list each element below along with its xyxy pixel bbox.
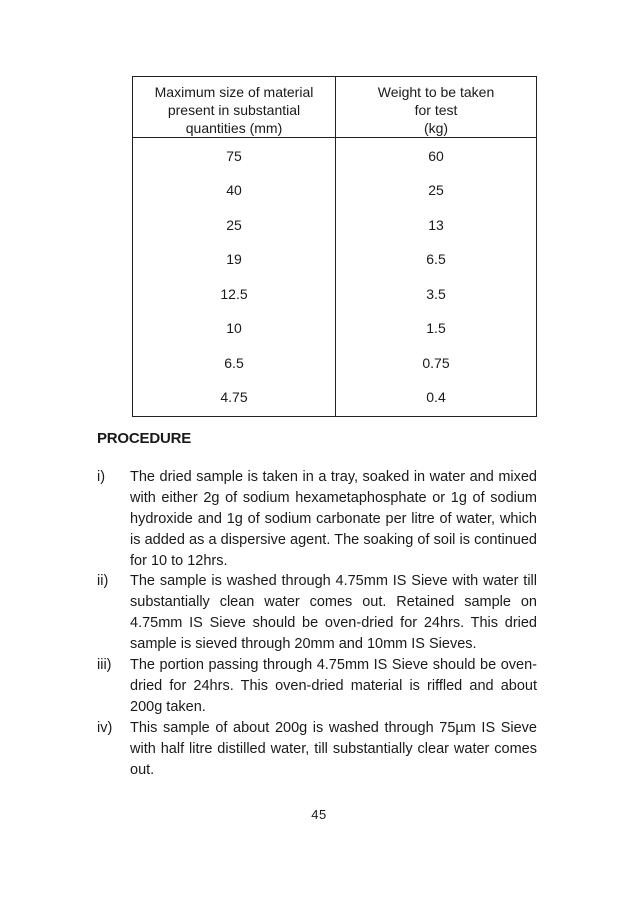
procedure-step [97,655,537,718]
procedure-step [97,718,537,781]
step-text: The portion passing through 4.75mm IS Sieve should be oven-dried for 24hrs. This oven-dried material is riffled and about 200g taken. [130,657,537,715]
cell-weight: 3.5 [336,276,537,311]
page-number: 45 [311,807,327,822]
cell-size: 12.5 [133,276,336,311]
cell-weight: 13 [336,207,537,242]
cell-size: 19 [133,241,336,276]
header-max-size: Maximum size of material present in substantial quantities (mm) [133,77,336,138]
table-row [133,172,537,207]
step-text: The sample is washed through 4.75mm IS Sieve with water till substantially clean water comes out. Retained sample on 4.75mm IS Sieve should be oven-dried for 24hrs. This dried sample is sieved through 20mm and 10mm IS Sieves. [130,573,537,652]
step-text: The dried sample is taken in a tray, soaked in water and mixed with either 2g of sodium hexametaphosphate or 1g of sodium hydroxide and 1g of sodium carbonate per litre of water, which is added as a dispersive agent. The soaking of soil is continued for 10 to 12hrs. [130,469,537,569]
table-row [133,207,537,242]
sample-weight-table [132,76,537,417]
step-number: iv) [97,720,113,736]
cell-size: 6.5 [133,345,336,380]
table-row [133,241,537,276]
cell-weight: 6.5 [336,241,537,276]
step-number: iii) [97,657,112,673]
cell-size: 75 [133,138,336,173]
table-row [133,310,537,345]
step-text: This sample of about 200g is washed through 75µm IS Sieve with half litre distilled water, till substantially clear water comes out. [130,720,537,778]
table-header-row [133,77,537,138]
procedure-step [97,467,537,572]
table-row [133,345,537,380]
procedure-step [97,571,537,655]
cell-size: 40 [133,172,336,207]
cell-size: 10 [133,310,336,345]
procedure-heading: PROCEDURE [97,430,192,447]
cell-weight: 1.5 [336,310,537,345]
cell-weight: 60 [336,138,537,173]
cell-weight: 25 [336,172,537,207]
step-number: ii) [97,573,109,589]
header-weight: Weight to be taken for test (kg) [336,77,537,138]
cell-weight: 0.4 [336,379,537,416]
table-row [133,276,537,311]
step-number: i) [97,469,106,485]
cell-size: 4.75 [133,379,336,416]
table-row [133,379,537,416]
cell-weight: 0.75 [336,345,537,380]
cell-size: 25 [133,207,336,242]
table-row [133,138,537,173]
